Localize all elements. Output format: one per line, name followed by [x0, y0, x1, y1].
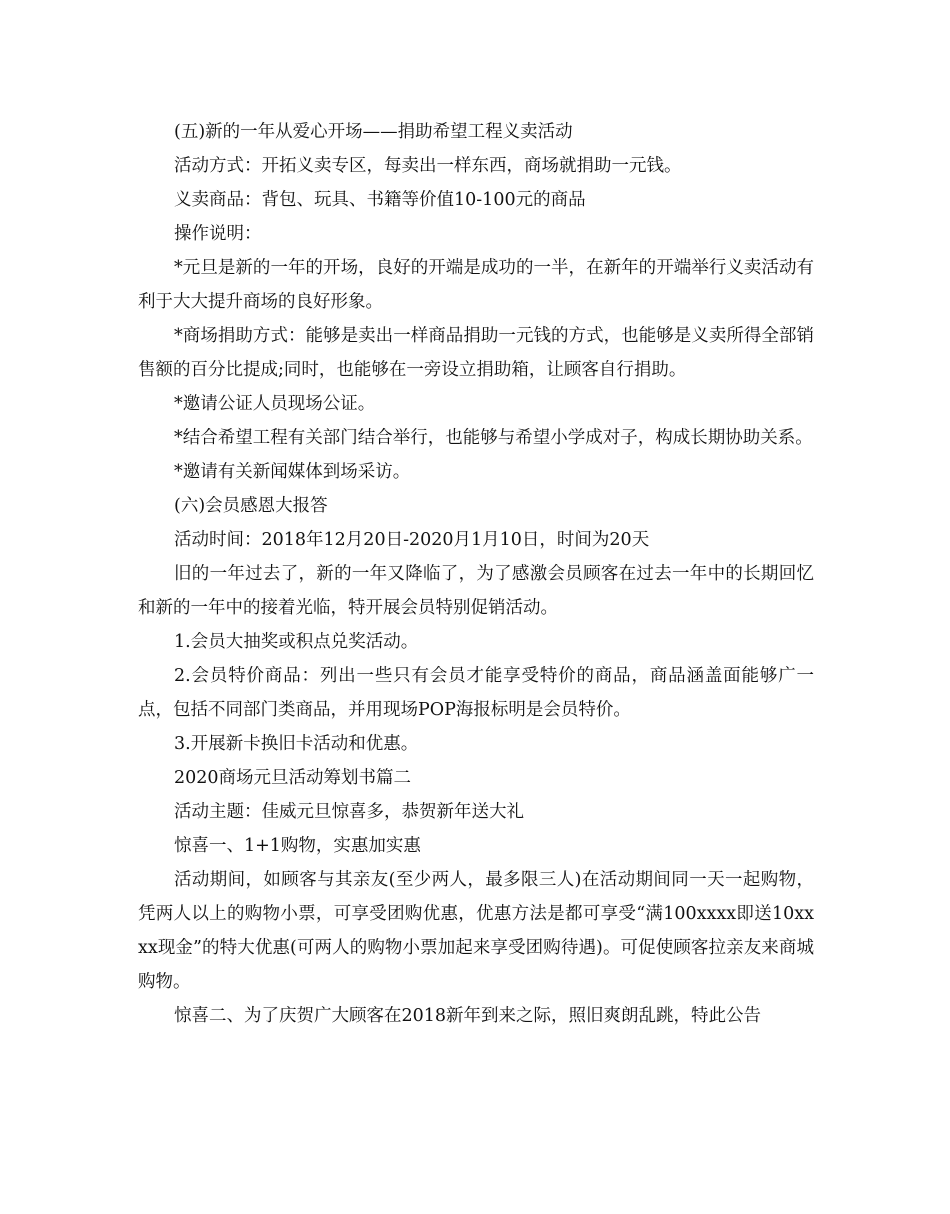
paragraph-activity-method: 活动方式：开拓义卖专区，每卖出一样东西，商场就捐助一元钱。	[174, 156, 682, 176]
section-heading-6: (六)会员感恩大报答	[174, 496, 328, 516]
bullet-donation-method: *商场捐助方式：能够是卖出一样商品捐助一元钱的方式，也能够是义卖所得全部销售额的百分比提成;同时，也能够在一旁设立捐助箱，让顾客自行捐助。	[138, 326, 814, 380]
bullet-notary: *邀请公证人员现场公证。	[174, 394, 376, 414]
paragraph-activity-time: 活动时间：2018年12月20日-2020月1月10日，时间为20天	[174, 530, 650, 550]
paragraph-activity-theme: 活动主题：佳威元旦惊喜多，恭贺新年送大礼	[174, 802, 524, 822]
paragraph-member-intro: 旧的一年过去了，新的一年又降临了，为了感激会员顾客在过去一年中的长期回忆和新的一年中的接着光临，特开展会员特别促销活动。	[138, 564, 814, 618]
paragraph-surprise-two: 惊喜二、为了庆贺广大顾客在2018新年到来之际，照旧爽朗乱跳，特此公告	[174, 1006, 762, 1026]
list-item-1: 1.会员大抽奖或积点兑奖活动。	[174, 632, 419, 652]
document-body	[138, 115, 814, 1033]
list-item-3: 3.开展新卡换旧卡活动和优惠。	[174, 734, 419, 754]
section-title-part-two: 2020商场元旦活动筹划书篇二	[174, 768, 412, 788]
section-heading-5: (五)新的一年从爱心开场——捐助希望工程义卖活动	[174, 122, 573, 142]
paragraph-operation-notes: 操作说明：	[174, 224, 262, 244]
bullet-media: *邀请有关新闻媒体到场采访。	[174, 462, 411, 482]
paragraph-surprise-one: 惊喜一、1+1购物，实惠加实惠	[174, 836, 421, 856]
bullet-hope-project: *结合希望工程有关部门结合举行，也能够与希望小学成对子，构成长期协助关系。	[174, 428, 813, 448]
bullet-new-year-start: *元旦是新的一年的开场，良好的开端是成功的一半，在新年的开端举行义卖活动有利于大大提升商场的良好形象。	[138, 258, 814, 312]
paragraph-charity-items: 义卖商品：背包、玩具、书籍等价值10-100元的商品	[174, 190, 586, 210]
paragraph-group-purchase: 活动期间，如顾客与其亲友(至少两人，最多限三人)在活动期间同一天一起购物，凭两人以上的购物小票，可享受团购优惠，优惠方法是都可享受“满100xxxx即送10xxxx现金”的特大优惠(可两人的购物小票加起来享受团购待遇)。可促使顾客拉亲友来商城购物。	[138, 870, 814, 992]
list-item-2: 2.会员特价商品：列出一些只有会员才能享受特价的商品，商品涵盖面能够广一点，包括不同部门类商品，并用现场POP海报标明是会员特价。	[138, 666, 814, 720]
